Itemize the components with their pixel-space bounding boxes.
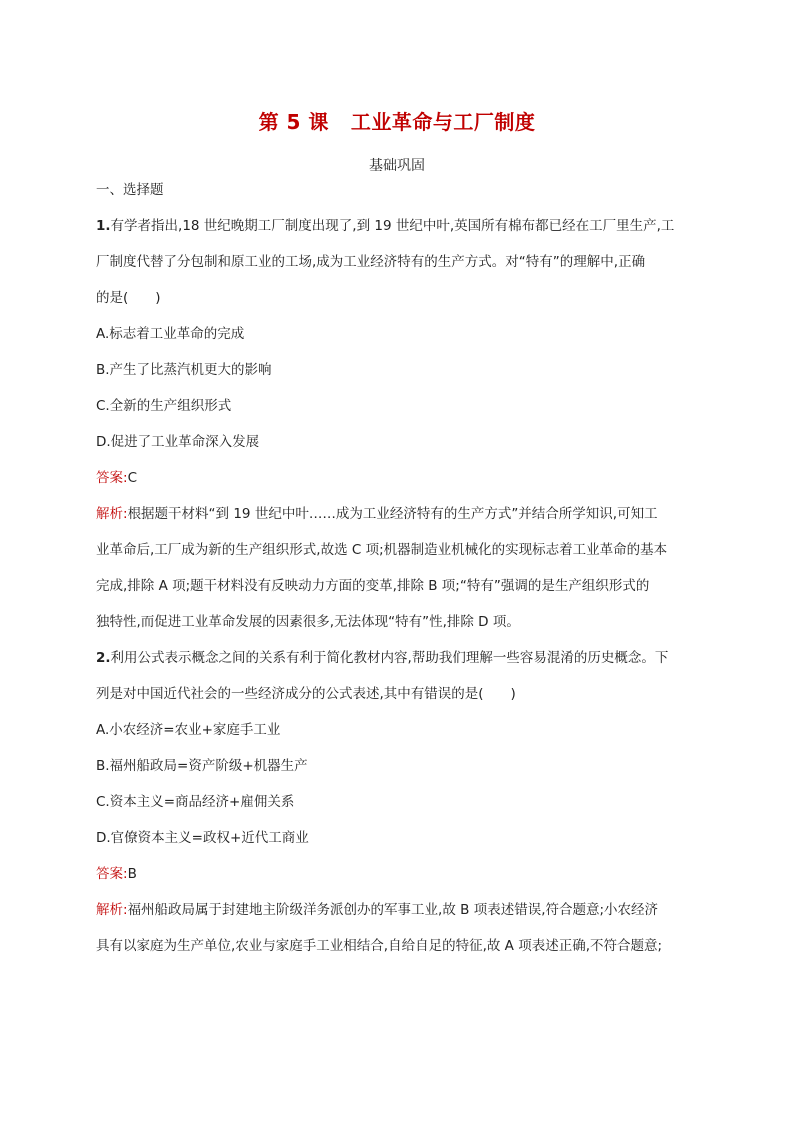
answer-label: 答案: [96,470,128,486]
question-1-analysis-line-4: 独特性,而促进工业革命发展的因素很多,无法体现“特有”性,排除 D 项。 [96,614,520,630]
section-subtitle: 基础巩固 [369,158,425,174]
analysis-label: 解析: [96,506,128,522]
answer-value: C [127,470,137,486]
question-2-line-1: 2.利用公式表示概念之间的关系有利于简化教材内容,帮助我们理解一些容易混淆的历史概念。下 [96,650,669,666]
lesson-title [0,106,794,135]
question-1-option-d: D.促进了工业革命深入发展 [96,434,260,450]
analysis-label: 解析: [96,902,128,918]
question-1-number: 1. [96,218,111,234]
question-2-line-2: 列是对中国近代社会的一些经济成分的公式表述,其中有错误的是( ) [96,686,516,702]
question-1-option-c: C.全新的生产组织形式 [96,398,232,414]
question-2-option-a: A.小农经济=农业+家庭手工业 [96,722,281,738]
question-1-analysis-line-2: 业革命后,工厂成为新的生产组织形式,故选 C 项;机器制造业机械化的实现标志着工业革命的基本 [96,542,668,558]
section-heading: 一、选择题 [96,182,164,198]
question-1-analysis-line-1: 解析:根据题干材料“到 19 世纪中叶……成为工业经济特有的生产方式”并结合所学知识,可知工 [96,506,658,522]
lesson-number: 第 5 课 [258,110,329,134]
question-2-analysis-line-2: 具有以家庭为生产单位,农业与家庭手工业相结合,自给自足的特征,故 A 项表述正确,不符合题意; [96,938,663,954]
question-2-option-b: B.福州船政局=资产阶级+机器生产 [96,758,308,774]
answer-value: B [127,866,137,882]
question-1-analysis-line-3: 完成,排除 A 项;题干材料没有反映动力方面的变革,排除 B 项;“特有”强调的是生产组织形式的 [96,578,650,594]
question-2-option-c: C.资本主义=商品经济+雇佣关系 [96,794,295,810]
question-2-answer [96,864,137,884]
question-1-line-2: 厂制度代替了分包制和原工业的工场,成为工业经济特有的生产方式。对“特有”的理解中,正确 [96,254,646,270]
question-2-number: 2. [96,650,111,666]
question-1-answer [96,468,137,488]
lesson-name: 工业革命与工厂制度 [350,110,536,134]
question-2-analysis-line-1: 解析:福州船政局属于封建地主阶级洋务派创办的军事工业,故 B 项表述错误,符合题意;小农经济 [96,902,659,918]
question-1-option-b: B.产生了比蒸汽机更大的影响 [96,362,272,378]
question-1-option-a: A.标志着工业革命的完成 [96,326,245,342]
answer-label: 答案: [96,866,128,882]
question-1-line-1: 1.有学者指出,18 世纪晚期工厂制度出现了,到 19 世纪中叶,英国所有棉布都已经在工厂里生产,工 [96,218,675,234]
question-1-line-3: 的是( ) [96,290,161,306]
question-2-option-d: D.官僚资本主义=政权+近代工商业 [96,830,309,846]
